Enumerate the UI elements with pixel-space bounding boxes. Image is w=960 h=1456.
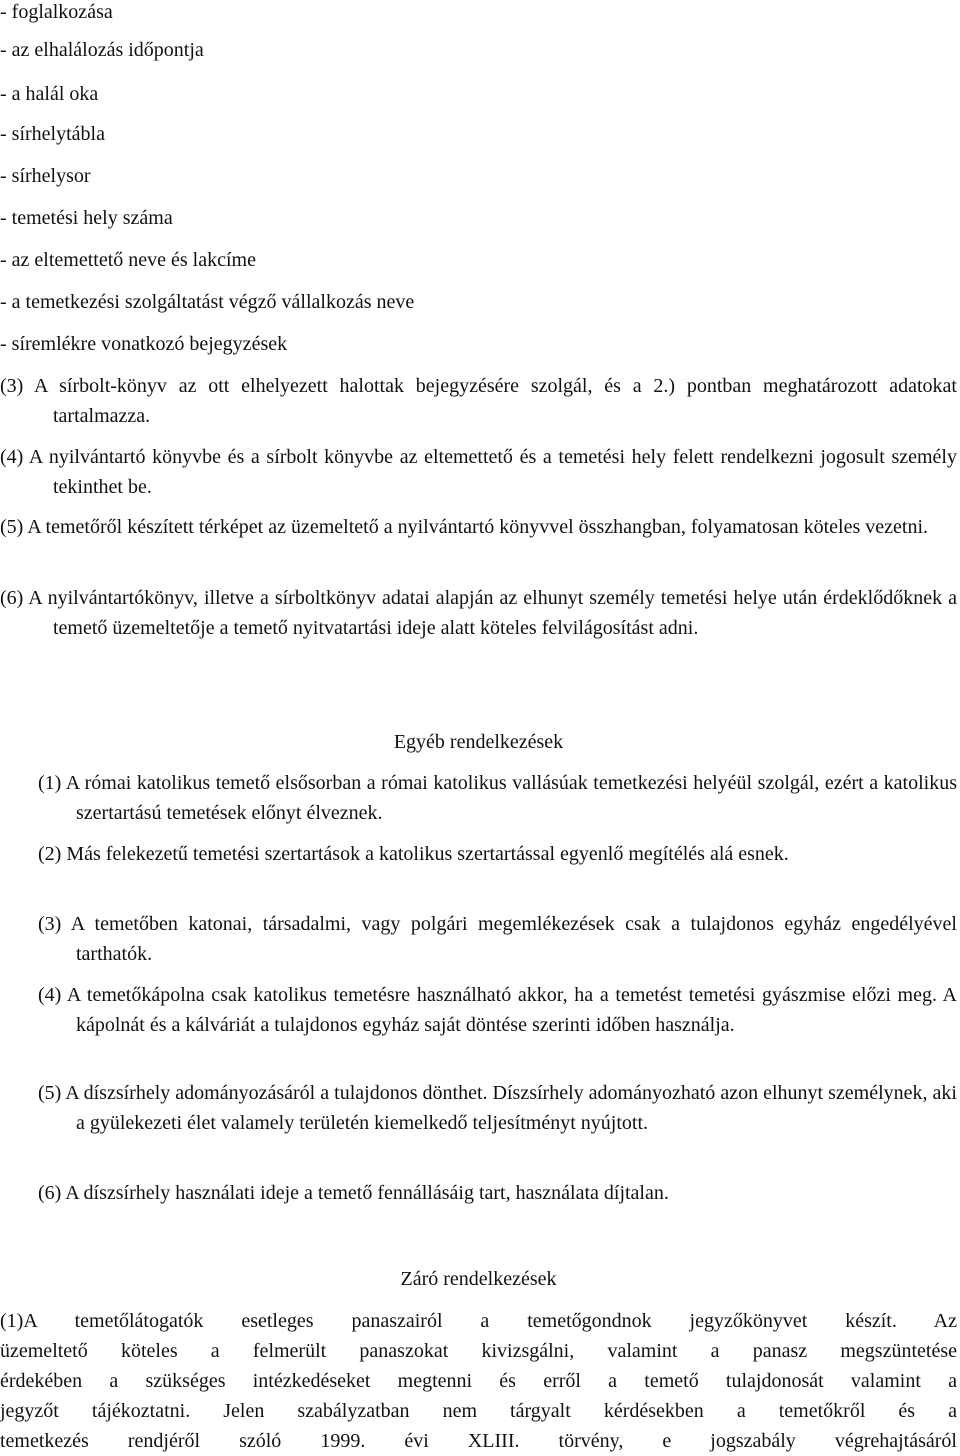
- paragraph-4: (4) A nyilvántartó könyvbe és a sírbolt könyvbe az eltemettető és a temetési hely felett rendelkezni jogosult személy tekinthet be.: [0, 446, 957, 498]
- list-item: - a halál oka: [0, 83, 99, 105]
- text-line: (1)A temetőlátogatók esetleges panaszairól a temetőgondnok jegyzőkönyvet készít. Az: [0, 1310, 957, 1332]
- paragraph-6: (6) A nyilvántartókönyv, illetve a sírboltkönyv adatai alapján az elhunyt személy temetési helye után érdeklődőknek a temető üzemeltetője a temető nyitvatartási ideje alatt köteles felvilágosítást adni.: [0, 587, 957, 639]
- text-line: jegyzőt tájékoztatni. Jelen szabályzatban nem tárgyalt kérdésekben a temetőkről és a: [0, 1400, 957, 1422]
- list-item: - az elhalálozás időpontja: [0, 39, 204, 61]
- paragraph-4: (4) A temetőkápolna csak katolikus temetésre használható akkor, ha a temetést temetési gyászmise előzi meg. A kápolnát és a kálváriát a tulajdonos egyház saját döntése szerinti időben használja.: [38, 984, 957, 1036]
- list-item: - temetési hely száma: [0, 207, 173, 229]
- list-item: - foglalkozása: [0, 1, 113, 23]
- list-item: - sírhelytábla: [0, 123, 105, 145]
- section-heading-egyeb: Egyéb rendelkezések: [393, 731, 564, 753]
- paragraph-5: (5) A díszsírhely adományozásáról a tulajdonos dönthet. Díszsírhely adományozható azon elhunyt személynek, aki a gyülekezeti élet valamely területén kiemelkedő teljesítményt nyújtott.: [38, 1082, 957, 1134]
- list-item: - az eltemettető neve és lakcíme: [0, 249, 256, 271]
- paragraph-3: (3) A sírbolt-könyv az ott elhelyezett halottak bejegyzésére szolgál, és a 2.) pontban meghatározott adatokat tartalmazza.: [0, 375, 957, 427]
- section-heading-zaro: Záró rendelkezések: [400, 1268, 557, 1290]
- list-item: - sírhelysor: [0, 165, 91, 187]
- text-line: üzemeltető köteles a felmerült panaszokat kivizsgálni, valamint a panasz megszüntetése: [0, 1340, 957, 1362]
- closing-paragraph-1: [0, 1306, 957, 1456]
- paragraph-3: (3) A temetőben katonai, társadalmi, vagy polgári megemlékezések csak a tulajdonos egyház engedélyével tarthatók.: [38, 913, 957, 965]
- list-item: - síremlékre vonatkozó bejegyzések: [0, 333, 288, 355]
- paragraph-5: (5) A temetőről készített térképet az üzemeltető a nyilvántartó könyvvel összhangban, folyamatosan köteles vezetni.: [0, 516, 929, 538]
- list-item: - a temetkezési szolgáltatást végző vállalkozás neve: [0, 291, 415, 313]
- text-line: érdekében a szükséges intézkedéseket megtenni és erről a temető tulajdonosát valamint a: [0, 1370, 957, 1392]
- paragraph-2: (2) Más felekezetű temetési szertartások a katolikus szertartással egyenlő megítélés alá esnek.: [38, 843, 789, 865]
- paragraph-6: (6) A díszsírhely használati ideje a temető fennállásáig tart, használata díjtalan.: [38, 1182, 669, 1204]
- text-line: temetkezés rendjéről szóló 1999. évi XLIII. törvény, e jogszabály végrehajtásáról: [0, 1430, 957, 1452]
- paragraph-1: (1) A római katolikus temető elsősorban a római katolikus vallásúak temetkezési helyéül szolgál, ezért a katolikus szertartású temetések előnyt élveznek.: [38, 772, 957, 824]
